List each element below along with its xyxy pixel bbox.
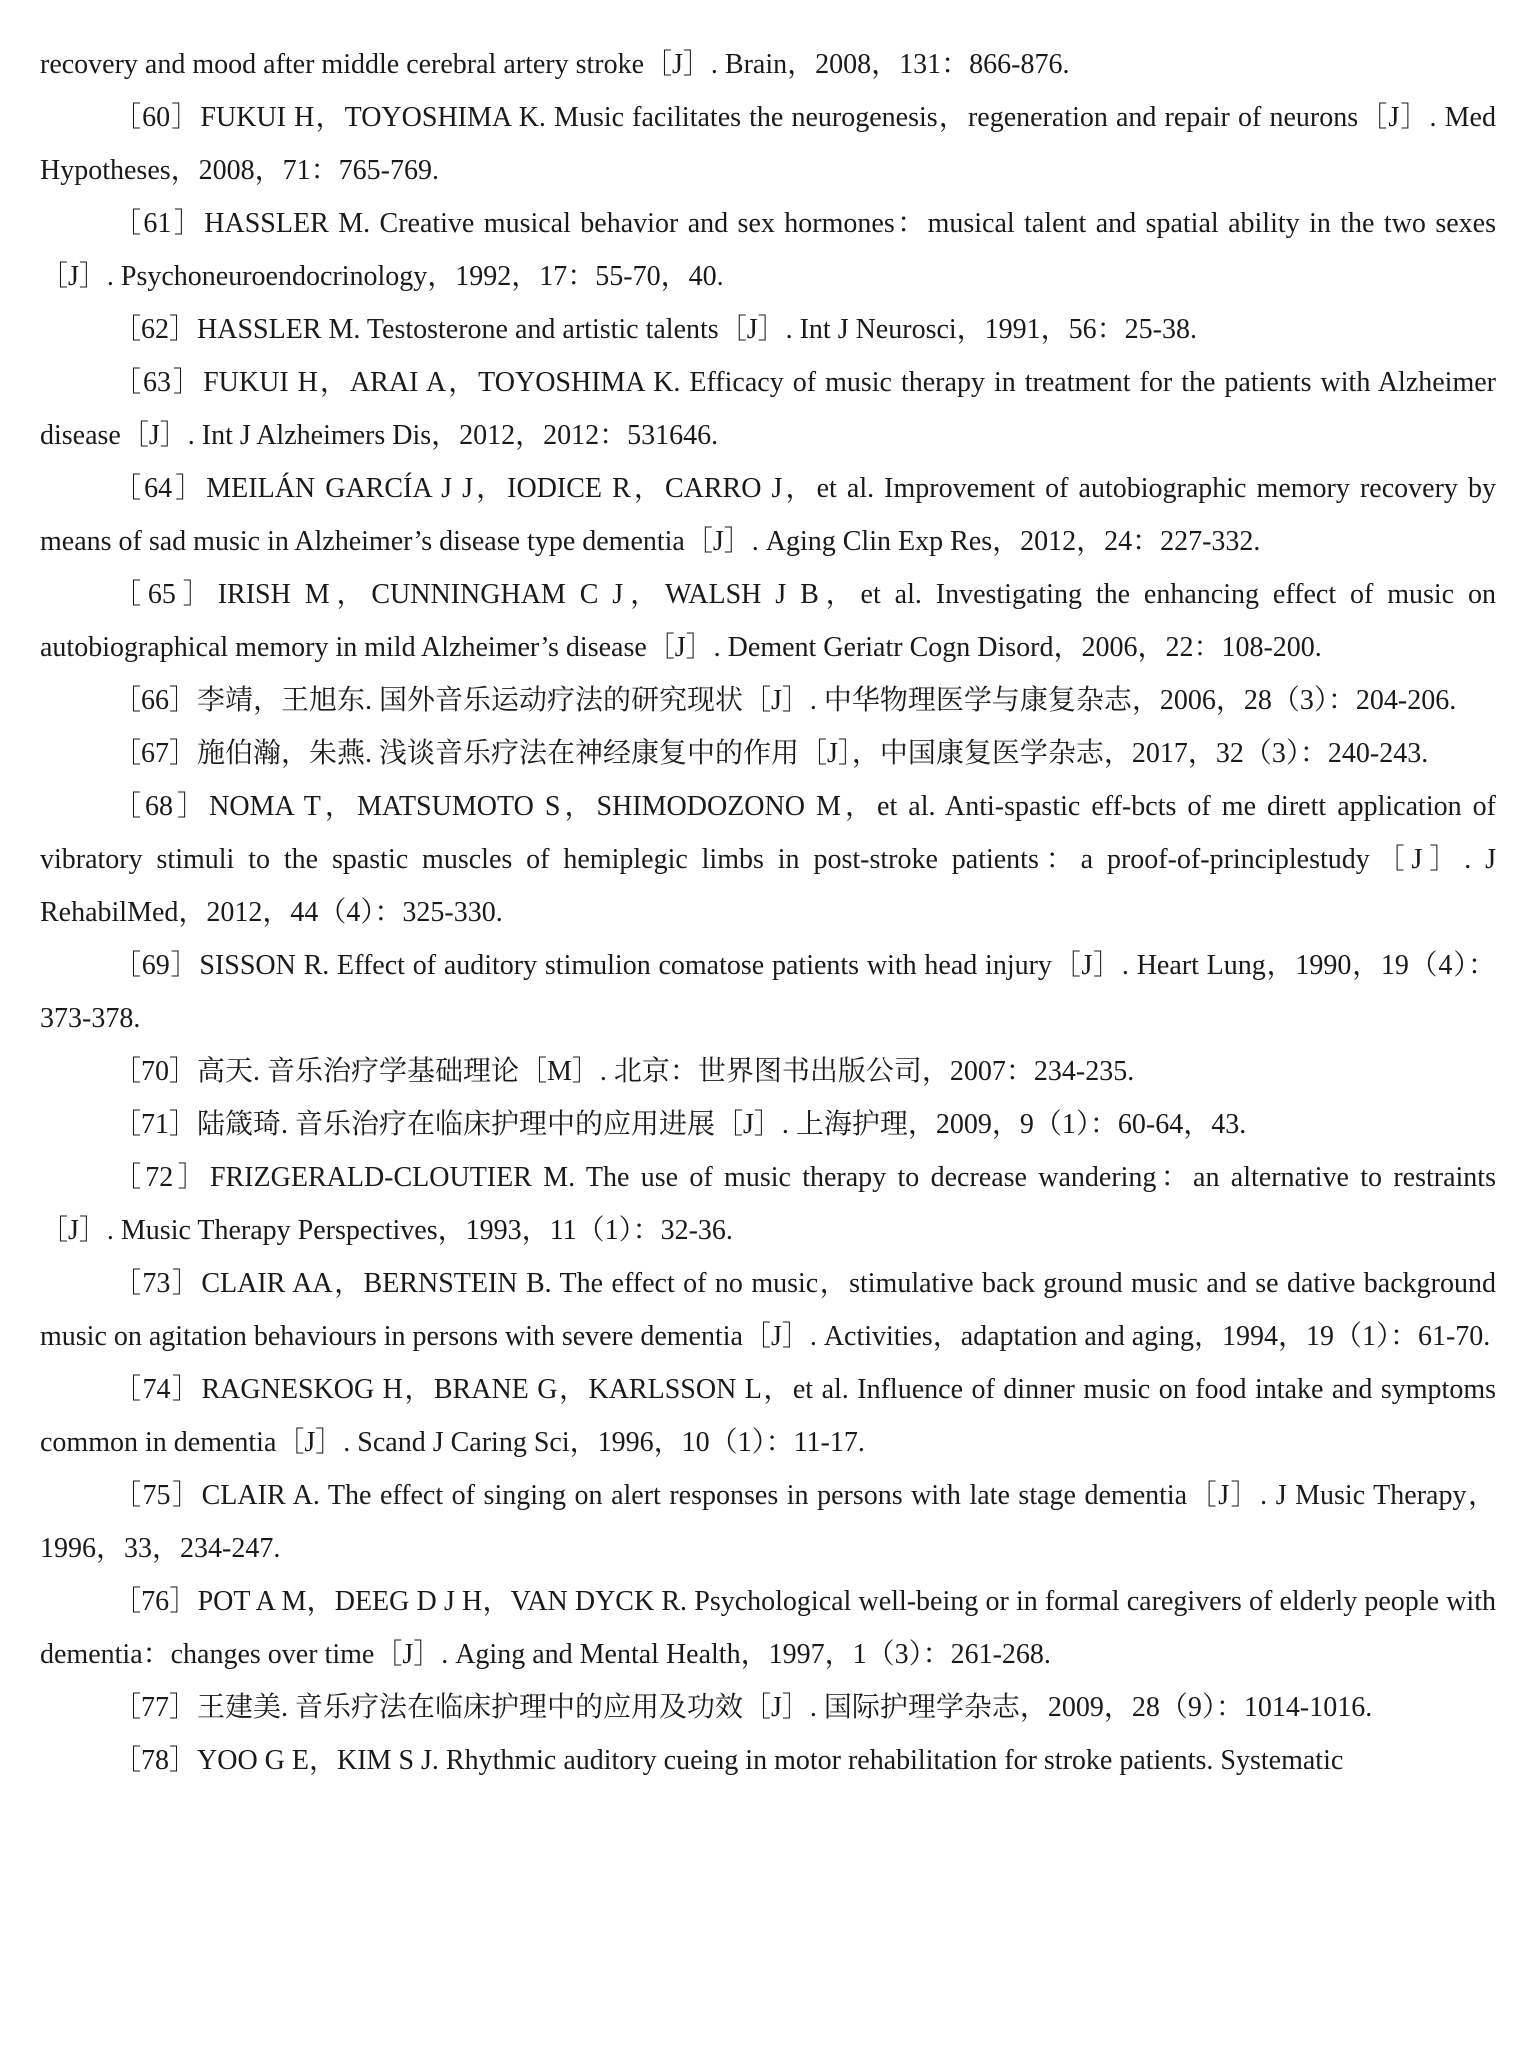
reference-number: ［63］ xyxy=(113,367,204,398)
reference-text: FUKUI H，TOYOSHIMA K. Music facilitates the neurogenesis，regeneration and repair of neurons［J］. Med Hypotheses，2008，71：765-769. xyxy=(40,102,1496,186)
reference-text: YOO G E，KIM S J. Rhythmic auditory cueing in motor rehabilitation for stroke patients. Systematic xyxy=(197,1745,1344,1776)
reference-item xyxy=(40,356,1496,462)
reference-number: ［65］ xyxy=(113,579,218,610)
reference-text: 施伯瀚，朱燕. 浅谈音乐疗法在神经康复中的作用［J］，中国康复医学杂志，2017，32（3）：240-243. xyxy=(197,738,1429,769)
reference-item xyxy=(40,674,1496,727)
reference-text: RAGNESKOG H，BRANE G，KARLSSON L，et al. Influence of dinner music on food intake and symptoms common in dementia［J］. Scand J Caring Sci，1996，10（1）：11-17. xyxy=(40,1374,1496,1458)
reference-number: ［67］ xyxy=(113,738,198,769)
reference-item xyxy=(40,1098,1496,1151)
reference-number: ［72］ xyxy=(113,1162,210,1193)
reference-item xyxy=(40,91,1496,197)
reference-number: ［60］ xyxy=(113,102,201,133)
reference-text: CLAIR A. The effect of singing on alert responses in persons with late stage dementia［J］. J Music Therapy，1996，33，234-247. xyxy=(40,1480,1496,1564)
reference-item xyxy=(40,1734,1496,1787)
reference-text: FUKUI H，ARAI A，TOYOSHIMA K. Efficacy of music therapy in treatment for the patients with Alzheimer disease［J］. Int J Alzheimers Dis，2012，2012：531646. xyxy=(40,367,1496,451)
reference-number: ［70］ xyxy=(113,1056,198,1087)
reference-text: MEILÁN GARCÍA J J，IODICE R，CARRO J，et al. Improvement of autobiographic memory recovery by means of sad music in Alzheimer’s disease type dementia［J］. Aging Clin Exp Res，2012，24：227-332. xyxy=(40,473,1496,557)
reference-item xyxy=(40,462,1496,568)
reference-text: 高天. 音乐治疗学基础理论［M］. 北京：世界图书出版公司，2007：234-235. xyxy=(197,1056,1135,1087)
reference-number: ［77］ xyxy=(113,1692,198,1723)
reference-number: ［61］ xyxy=(113,208,205,239)
reference-number: ［64］ xyxy=(113,473,207,504)
reference-number: ［76］ xyxy=(113,1586,198,1617)
reference-item xyxy=(40,38,1496,91)
reference-text: SISSON R. Effect of auditory stimulion comatose patients with head injury［J］. Heart Lung，1990，19（4）：373-378. xyxy=(40,950,1496,1034)
reference-number: ［74］ xyxy=(113,1374,202,1405)
reference-text: FRIZGERALD-CLOUTIER M. The use of music therapy to decrease wandering：an alternative to restraints［J］. Music Therapy Perspectives，1993，11（1）：32-36. xyxy=(40,1162,1496,1246)
reference-number: ［71］ xyxy=(113,1109,198,1140)
reference-item xyxy=(40,303,1496,356)
reference-item xyxy=(40,727,1496,780)
reference-text: HASSLER M. Testosterone and artistic talents［J］. Int J Neurosci，1991，56：25-38. xyxy=(197,314,1197,345)
reference-text: POT A M，DEEG D J H，VAN DYCK R. Psychological well-being or in formal caregivers of elderly people with dementia：changes over time［J］. Aging and Mental Health，1997，1（3）：261-268. xyxy=(40,1586,1496,1670)
reference-text: IRISH M，CUNNINGHAM C J，WALSH J B，et al. Investigating the enhancing effect of music on autobiographical memory in mild Alzheimer’s disease［J］. Dement Geriatr Cogn Disord，2006，22：108-200. xyxy=(40,579,1496,663)
reference-item xyxy=(40,1681,1496,1734)
reference-item xyxy=(40,1045,1496,1098)
reference-item xyxy=(40,1575,1496,1681)
reference-number: ［78］ xyxy=(113,1745,198,1776)
reference-item xyxy=(40,1151,1496,1257)
reference-number: ［69］ xyxy=(113,950,200,981)
reference-item xyxy=(40,568,1496,674)
reference-number: ［68］ xyxy=(113,791,210,822)
reference-number: ［75］ xyxy=(113,1480,202,1511)
reference-item xyxy=(40,780,1496,939)
reference-item xyxy=(40,1363,1496,1469)
reference-number: ［73］ xyxy=(113,1268,202,1299)
reference-text: CLAIR AA，BERNSTEIN B. The effect of no music，stimulative back ground music and se dative background music on agitation behaviours in persons with severe dementia［J］. Activities，adaptation and aging，1994，19（1）：61-70. xyxy=(40,1268,1496,1352)
reference-list xyxy=(40,38,1496,1787)
reference-item xyxy=(40,939,1496,1045)
reference-text: NOMA T，MATSUMOTO S，SHIMODOZONO M，et al. Anti-spastic eff-bcts of me dirett application of vibratory stimuli to the spastic muscles of hemiplegic limbs in post-stroke patients：a proof-of-principlestudy［J］. J RehabilMed，2012，44（4）：325-330. xyxy=(40,791,1496,928)
reference-text: 王建美. 音乐疗法在临床护理中的应用及功效［J］. 国际护理学杂志，2009，28（9）：1014-1016. xyxy=(197,1692,1373,1723)
reference-text: 李靖，王旭东. 国外音乐运动疗法的研究现状［J］. 中华物理医学与康复杂志，2006，28（3）：204-206. xyxy=(197,685,1457,716)
reference-item xyxy=(40,1469,1496,1575)
reference-number: ［66］ xyxy=(113,685,198,716)
reference-text: HASSLER M. Creative musical behavior and sex hormones：musical talent and spatial ability in the two sexes［J］. Psychoneuroendocrinology，1992，17：55-70，40. xyxy=(40,208,1496,292)
reference-text: 陆箴琦. 音乐治疗在临床护理中的应用进展［J］. 上海护理，2009，9（1）：60-64，43. xyxy=(197,1109,1247,1140)
reference-item xyxy=(40,197,1496,303)
reference-item xyxy=(40,1257,1496,1363)
reference-number: ［62］ xyxy=(113,314,198,345)
reference-text: recovery and mood after middle cerebral artery stroke［J］. Brain，2008，131：866-876. xyxy=(40,49,1070,80)
